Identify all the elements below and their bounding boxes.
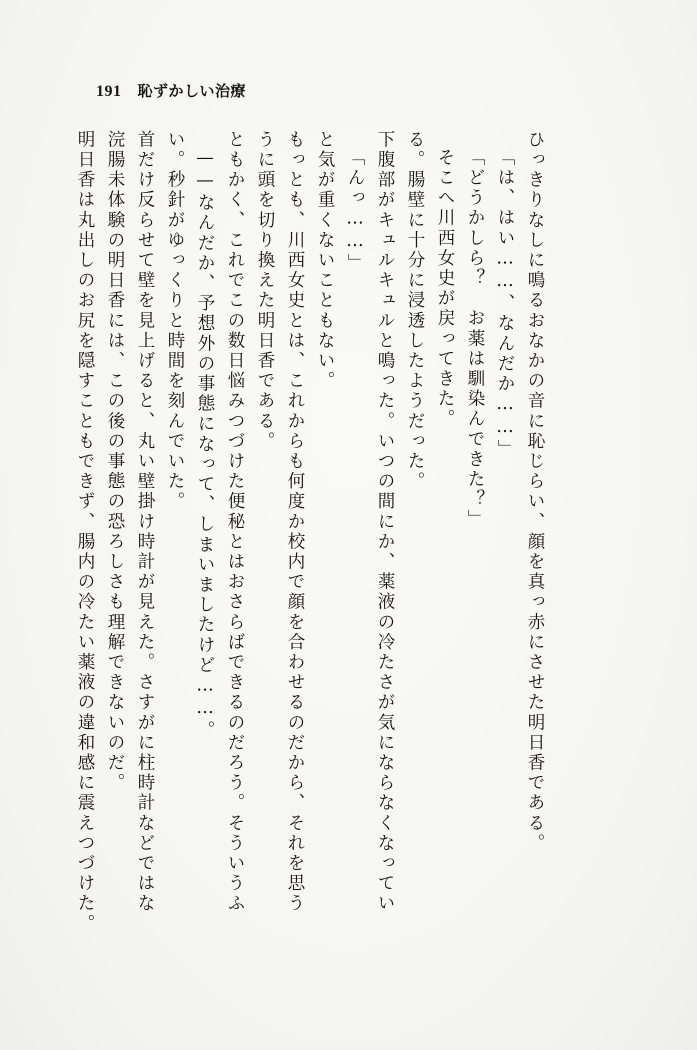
vertical-text-body: [63, 130, 623, 1010]
text-column: 首だけ反らせて壁を見上げると、丸い壁掛け時計が見えた。さすがに柱時計などではな: [135, 130, 155, 914]
text-column: 浣腸未体験の明日香には、この後の事態の恐ろしさも理解できないのだ。: [105, 130, 125, 794]
page-number: 191: [96, 83, 122, 100]
text-column: 「は、はい……、なんだか……」: [495, 148, 515, 460]
text-column: ともかく、これでこの数日悩みつづけた便秘とはおさらばできるのだろう。そういうふ: [225, 130, 245, 914]
text-column: い。秒針がゆっくりと時間を刻んでいた。: [165, 130, 185, 512]
text-column: ひっきりなしに鳴るおなかの音に恥じらい、顔を真っ赤にさせた明日香である。: [525, 130, 545, 854]
text-column: 明日香は丸出しのお尻を隠すこともできず、腸内の冷たい薬液の違和感に震えつづけた。: [75, 130, 95, 934]
text-column: ——なんだか、予想外の事態になって、しまいましたけど……。: [195, 148, 215, 741]
text-column: 「んっ……」: [345, 148, 365, 274]
text-column: と気が重くないこともない。: [315, 130, 335, 392]
page-header: [96, 80, 246, 101]
text-column: る。腸壁に十分に浸透したようだった。: [405, 130, 425, 492]
text-column: そこへ川西女史が戻ってきた。: [435, 148, 455, 430]
text-column: もっとも、川西女史とは、これからも何度か校内で顔を合わせるのだから、それを思う: [285, 130, 305, 914]
text-column: 「どうかしら？ お薬は馴染んできた？」: [465, 148, 485, 530]
running-title: 恥ずかしい治療: [137, 84, 247, 100]
text-column: 下腹部がキュルキュルと鳴った。いつの間にか、薬液の冷たさが気にならなくなってい: [375, 130, 395, 914]
text-column: うに頭を切り換えた明日香である。: [255, 130, 275, 452]
